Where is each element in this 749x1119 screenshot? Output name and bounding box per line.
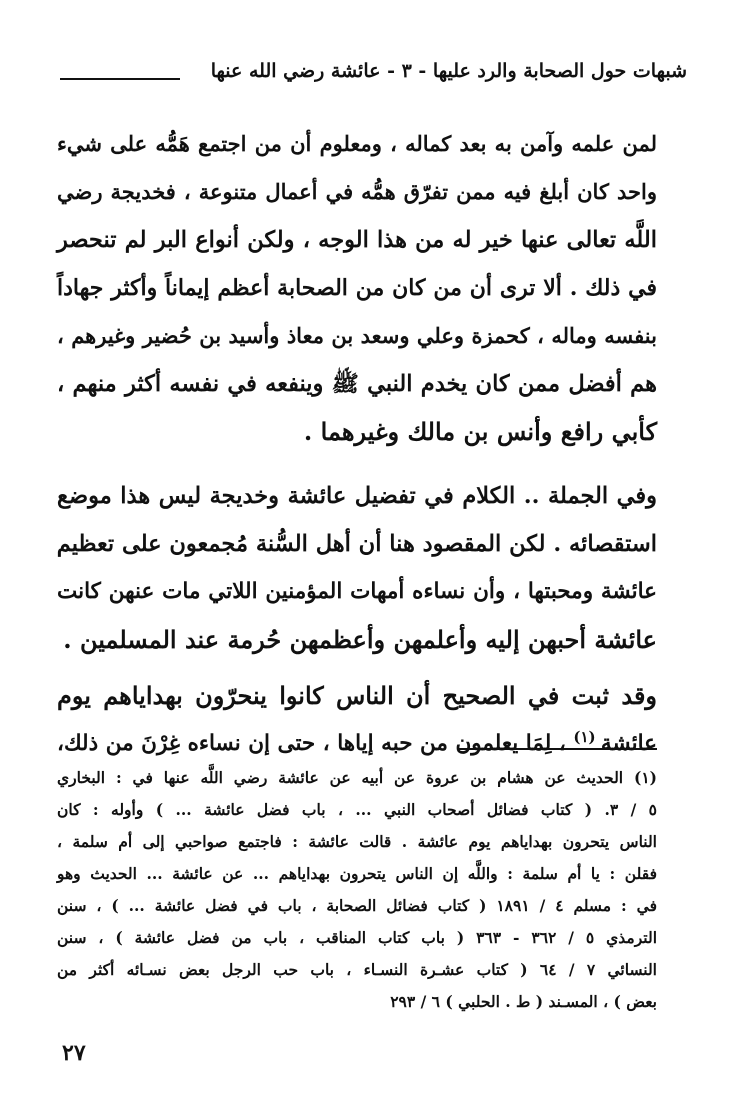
footnote-line: الترمذي ٥ / ٣٦٢ - ٣٦٣ ( باب كتاب المناقب ، باب من فضل عائشة ) ، سنن <box>57 928 657 947</box>
text-line: هم أفضل ممن كان يخدم النبي ﷺ وينفعه في نفسه أكثر منهم ، <box>57 371 657 397</box>
text-line: وفي الجملة .. الكلام في تفضيل عائشة وخديجة ليس هذا موضع <box>57 483 657 509</box>
text-line: عائشة أحبهن إليه وأعلمهن وأعظمهن حُرمة عند المسلمين . <box>63 625 657 654</box>
text-line-with-footnote <box>57 720 657 768</box>
footnote-line: (١) الحديث عن هشام بن عروة عن أبيه عن عائشة رضي اللَّه عنها في : البخاري <box>57 768 657 787</box>
text-line: بنفسه وماله ، كحمزة وعلي وسعد بن معاذ وأسيد بن حُضير وغيرهم ، <box>57 323 657 348</box>
footnote-line: بعض ) ، المسـند ( ط . الحلبي ) ٦ / ٢٩٣ <box>390 992 657 1011</box>
footnotes <box>57 762 657 1018</box>
footnote-line: فقلن : يا أم سلمة : واللَّه إن الناس يتحرون بهداياهم ... عن عائشة ... الحديث وهو <box>57 864 657 883</box>
footnote-reference[interactable]: (١) <box>573 727 601 746</box>
footnote-line: النسائي ٧ / ٦٤ ( كتاب عشـرة النسـاء ، باب حب الرجل بعض نسـائه أكثر من <box>57 960 657 979</box>
main-text <box>57 120 657 768</box>
running-title: شبهات حول الصحابة والرد عليها - ٣ - عائشة رضي الله عنها <box>210 60 687 82</box>
paragraph-1 <box>57 120 657 456</box>
footnote-line: ٥ / ٣. ( كتاب فضائل أصحاب النبي ... ، باب فضل عائشة ... ) وأوله : كان <box>57 800 657 819</box>
page-number: ٢٧ <box>62 1040 86 1066</box>
text-line: عائشة ومحبتها ، وأن نساءه أمهات المؤمنين اللاتي مات عنهن كانت <box>57 579 657 604</box>
text-line: كأبي رافع وأنس بن مالك وغيرهما . <box>303 417 657 446</box>
footnote-line: في : مسلم ٤ / ١٨٩١ ( كتاب فضائل الصحابة ، باب في فضل عائشة ... ) ، سنن <box>57 896 657 915</box>
footnote-line: الناس يتحرون بهداياهم يوم عائشة . قالت عائشة : فاجتمع صواحبي إلى أم سلمة ، <box>57 832 657 851</box>
running-header <box>60 56 687 96</box>
header-rule <box>60 78 180 80</box>
text-line: وقد ثبت في الصحيح أن الناس كانوا ينحرّون بهداياهم يوم <box>57 681 657 710</box>
paragraph-2 <box>57 472 657 664</box>
text-line: اللَّه تعالى عنها خير له من هذا الوجه ، ولكن أنواع البر لم تنحصر <box>57 227 657 253</box>
text-line: لمن علمه وآمن به بعد كماله ، ومعلوم أن من اجتمع هَمُّه على شيء <box>57 131 657 156</box>
text-line: في ذلك . ألا ترى أن من كان من الصحابة أعظم إيماناً وأكثر جهاداً <box>57 275 657 301</box>
paragraph-gap <box>57 456 657 472</box>
footnote-separator <box>457 748 657 750</box>
text-line: عائشة $^{(١)}$ ، لِمَا يعلمون من حبه إياها ، حتى إن نساءه غِرْنَ من ذلك، <box>57 727 657 756</box>
text-line: واحد كان أبلغ فيه ممن تفرّق همُّه في أعمال متنوعة ، فخديجة رضي <box>57 179 657 204</box>
paragraph-3 <box>57 672 657 768</box>
paragraph-gap <box>57 664 657 672</box>
text-line: استقصائه . لكن المقصود هنا أن أهل السُّنة مُجمعون على تعظيم <box>56 531 657 557</box>
